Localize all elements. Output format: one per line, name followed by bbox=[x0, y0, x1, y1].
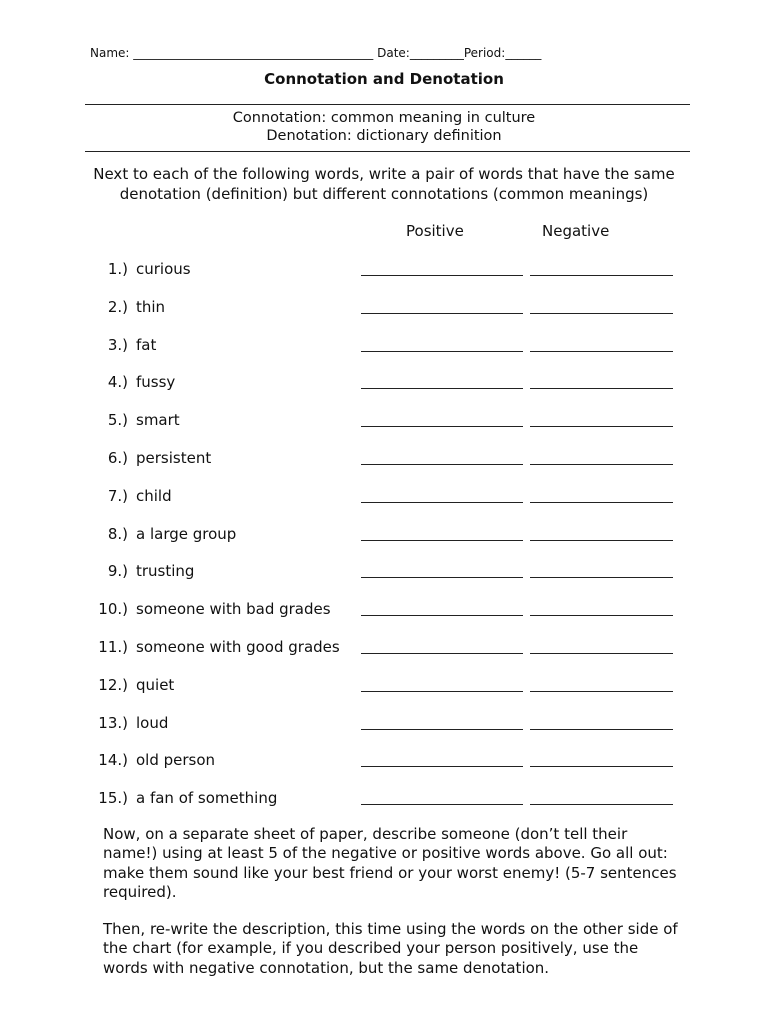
positive-answer-blank[interactable] bbox=[361, 615, 523, 616]
positive-answer-blank[interactable] bbox=[361, 502, 523, 503]
item-word: curious bbox=[136, 260, 191, 278]
item-number: 14.) bbox=[98, 751, 128, 770]
negative-answer-blank[interactable] bbox=[530, 426, 673, 427]
list-item bbox=[0, 714, 768, 734]
page-title: Connotation and Denotation bbox=[264, 70, 504, 88]
list-item bbox=[0, 600, 768, 620]
list-item bbox=[0, 373, 768, 393]
item-word: someone with bad grades bbox=[136, 600, 331, 619]
item-number: 9.) bbox=[107, 562, 128, 581]
list-item bbox=[0, 336, 768, 356]
item-word: a fan of something bbox=[136, 789, 278, 808]
list-item bbox=[0, 260, 768, 280]
item-number: 6.) bbox=[107, 449, 128, 467]
period-blank: ______ bbox=[505, 46, 542, 60]
list-item bbox=[0, 751, 768, 771]
item-number: 10.) bbox=[98, 600, 128, 619]
item-word: quiet bbox=[136, 675, 175, 694]
instructions-text: Next to each of the following words, write a pair of words that have the same denotation (definition) but different connotations (common meanings) bbox=[93, 165, 675, 203]
instructions-paragraph-1: Now, on a separate sheet of paper, describe someone (don’t tell their name!) using at least 5 of the negative or positive words above. Go all out: make them sound like your best friend or your worst enemy! (5-7 sentences required). bbox=[103, 825, 677, 901]
item-word: smart bbox=[136, 411, 180, 430]
positive-answer-blank[interactable] bbox=[361, 275, 523, 276]
positive-answer-blank[interactable] bbox=[361, 766, 523, 767]
negative-answer-blank[interactable] bbox=[530, 540, 673, 541]
list-item bbox=[0, 525, 768, 545]
positive-answer-blank[interactable] bbox=[361, 464, 523, 465]
top-divider bbox=[85, 104, 690, 105]
date-label: Date: bbox=[377, 46, 410, 60]
item-number: 4.) bbox=[107, 373, 128, 392]
positive-answer-blank[interactable] bbox=[361, 653, 523, 654]
header-fields bbox=[90, 46, 680, 60]
item-number: 8.) bbox=[107, 524, 128, 543]
negative-answer-blank[interactable] bbox=[530, 388, 673, 389]
positive-answer-blank[interactable] bbox=[361, 540, 523, 541]
name-label: Name: bbox=[90, 46, 130, 60]
negative-answer-blank[interactable] bbox=[530, 502, 673, 503]
bottom-divider bbox=[85, 151, 690, 152]
list-item bbox=[0, 411, 768, 431]
negative-answer-blank[interactable] bbox=[530, 653, 673, 654]
list-item bbox=[0, 449, 768, 469]
positive-answer-blank[interactable] bbox=[361, 426, 523, 427]
period-label: Period: bbox=[463, 46, 506, 60]
positive-column-header: Positive bbox=[406, 222, 464, 240]
negative-answer-blank[interactable] bbox=[530, 313, 673, 314]
name-blank: ________________________________________ bbox=[133, 46, 374, 60]
negative-column-header: Negative bbox=[542, 222, 610, 240]
item-word: fat bbox=[136, 335, 157, 354]
denotation-definition: Denotation: dictionary definition bbox=[266, 128, 502, 144]
negative-answer-blank[interactable] bbox=[530, 351, 673, 352]
list-item bbox=[0, 487, 768, 507]
positive-answer-blank[interactable] bbox=[361, 313, 523, 314]
date-blank: _________ bbox=[409, 46, 464, 60]
item-word: old person bbox=[136, 751, 216, 770]
negative-answer-blank[interactable] bbox=[530, 615, 673, 616]
item-word: fussy bbox=[136, 373, 176, 392]
positive-answer-blank[interactable] bbox=[361, 577, 523, 578]
item-number: 3.) bbox=[107, 335, 128, 354]
item-number: 11.) bbox=[98, 638, 128, 656]
negative-answer-blank[interactable] bbox=[530, 464, 673, 465]
positive-answer-blank[interactable] bbox=[361, 691, 523, 692]
item-word: trusting bbox=[136, 562, 195, 581]
item-word: child bbox=[136, 486, 172, 505]
connotation-definition: Connotation: common meaning in culture bbox=[232, 110, 536, 126]
positive-answer-blank[interactable] bbox=[361, 729, 523, 730]
item-number: 12.) bbox=[98, 675, 128, 694]
list-item bbox=[0, 562, 768, 582]
positive-answer-blank[interactable] bbox=[361, 351, 523, 352]
item-number: 2.) bbox=[107, 297, 128, 316]
negative-answer-blank[interactable] bbox=[530, 804, 673, 805]
negative-answer-blank[interactable] bbox=[530, 275, 673, 276]
item-number: 7.) bbox=[107, 486, 128, 505]
instructions-paragraph-2: Then, re-write the description, this time using the words on the other side of the chart (for example, if you described your person positively, use the words with negative connotation, but the same denotation. bbox=[103, 920, 678, 977]
item-word: someone with good grades bbox=[136, 638, 340, 656]
list-item bbox=[0, 676, 768, 696]
list-item bbox=[0, 789, 768, 809]
item-number: 15.) bbox=[98, 789, 128, 808]
positive-answer-blank[interactable] bbox=[361, 388, 523, 389]
item-word: thin bbox=[136, 297, 166, 316]
item-number: 13.) bbox=[98, 713, 128, 732]
negative-answer-blank[interactable] bbox=[530, 766, 673, 767]
list-item bbox=[0, 638, 768, 658]
item-number: 5.) bbox=[107, 411, 128, 430]
negative-answer-blank[interactable] bbox=[530, 691, 673, 692]
positive-answer-blank[interactable] bbox=[361, 804, 523, 805]
item-word: persistent bbox=[136, 449, 212, 467]
list-item bbox=[0, 298, 768, 318]
item-word: loud bbox=[136, 713, 169, 732]
item-number: 1.) bbox=[107, 260, 128, 278]
definitions-box bbox=[0, 109, 768, 145]
negative-answer-blank[interactable] bbox=[530, 729, 673, 730]
negative-answer-blank[interactable] bbox=[530, 577, 673, 578]
item-word: a large group bbox=[136, 524, 237, 543]
